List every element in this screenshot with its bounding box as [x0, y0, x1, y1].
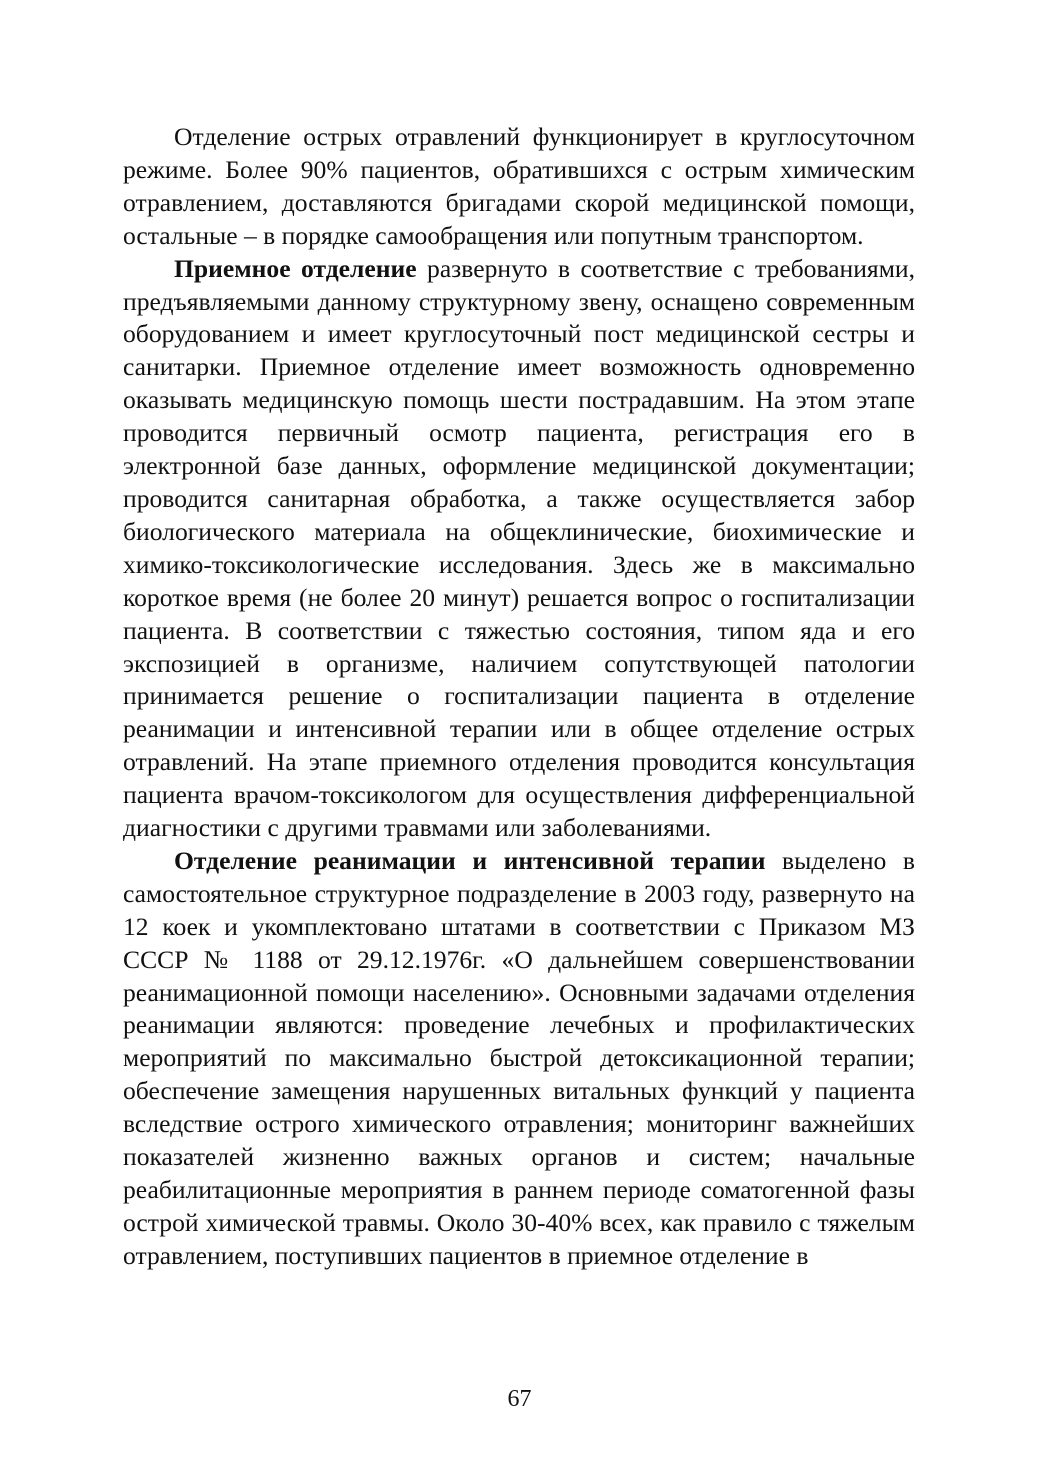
- paragraph-reception-department: [123, 253, 915, 845]
- paragraph-lead: Приемное отделение: [174, 253, 417, 283]
- page-body: [123, 121, 915, 1273]
- paragraph-lead: Отделение реанимации и интенсивной терапии: [174, 845, 766, 875]
- paragraph-intensive-care: [123, 845, 915, 1273]
- paragraph-text: выделено в самостоятельное структурное подразделение в 2003 году, развернуто на 12 коек и укомплектовано штатами в соответствии с Приказом МЗ СССР № 1188 от 29.12.1976г. «О дальнейшем совершенствовании реанимационной помощи населению». Основными задачами отделения реанимации являются: проведение лечебных и профилактических мероприятий по максимально быстрой детоксикационной терапии; обеспечение замещения нарушенных витальных функций у пациента вследствие острого химического отравления; мониторинг важнейших показателей жизненно важных органов и систем; начальные реабилитационные мероприятия в раннем периоде соматогенной фазы острой химической травмы. Около 30-40% всех, как правило с тяжелым отравлением, поступивших пациентов в приемное отделение в: [123, 845, 915, 1270]
- paragraph-text: развернуто в соответствие с требованиями, предъявляемыми данному структурному звену, оснащено современным оборудованием и имеет круглосуточный пост медицинской сестры и санитарки. Приемное отделение имеет возможность одновременно оказывать медицинскую помощь шести пострадавшим. На этом этапе проводится первичный осмотр пациента, регистрация его в электронной базе данных, оформление медицинской документации; проводится санитарная обработка, а также осуществляется забор биологического материала на общеклинические, биохимические и химико-токсикологические исследования. Здесь же в максимально короткое время (не более 20 минут) решается вопрос о госпитализации пациента. В соответствии с тяжестью состояния, типом яда и его экспозицией в организме, наличием сопутствующей патологии принимается решение о госпитализации пациента в отделение реанимации и интенсивной терапии или в общее отделение острых отравлений. На этапе приемного отделения проводится консультация пациента врачом-токсикологом для осуществления дифференциальной диагностики с другими травмами или заболеваниями.: [123, 253, 915, 843]
- paragraph-text: Отделение острых отравлений функционирует в круглосуточном режиме. Более 90% пациентов, обратившихся с острым химическим отравлением, доставляются бригадами скорой медицинской помощи, остальные – в порядке самообращения или попутным транспортом.: [123, 122, 915, 250]
- page-number: 67: [507, 1386, 532, 1412]
- paragraph-intro: [123, 121, 915, 253]
